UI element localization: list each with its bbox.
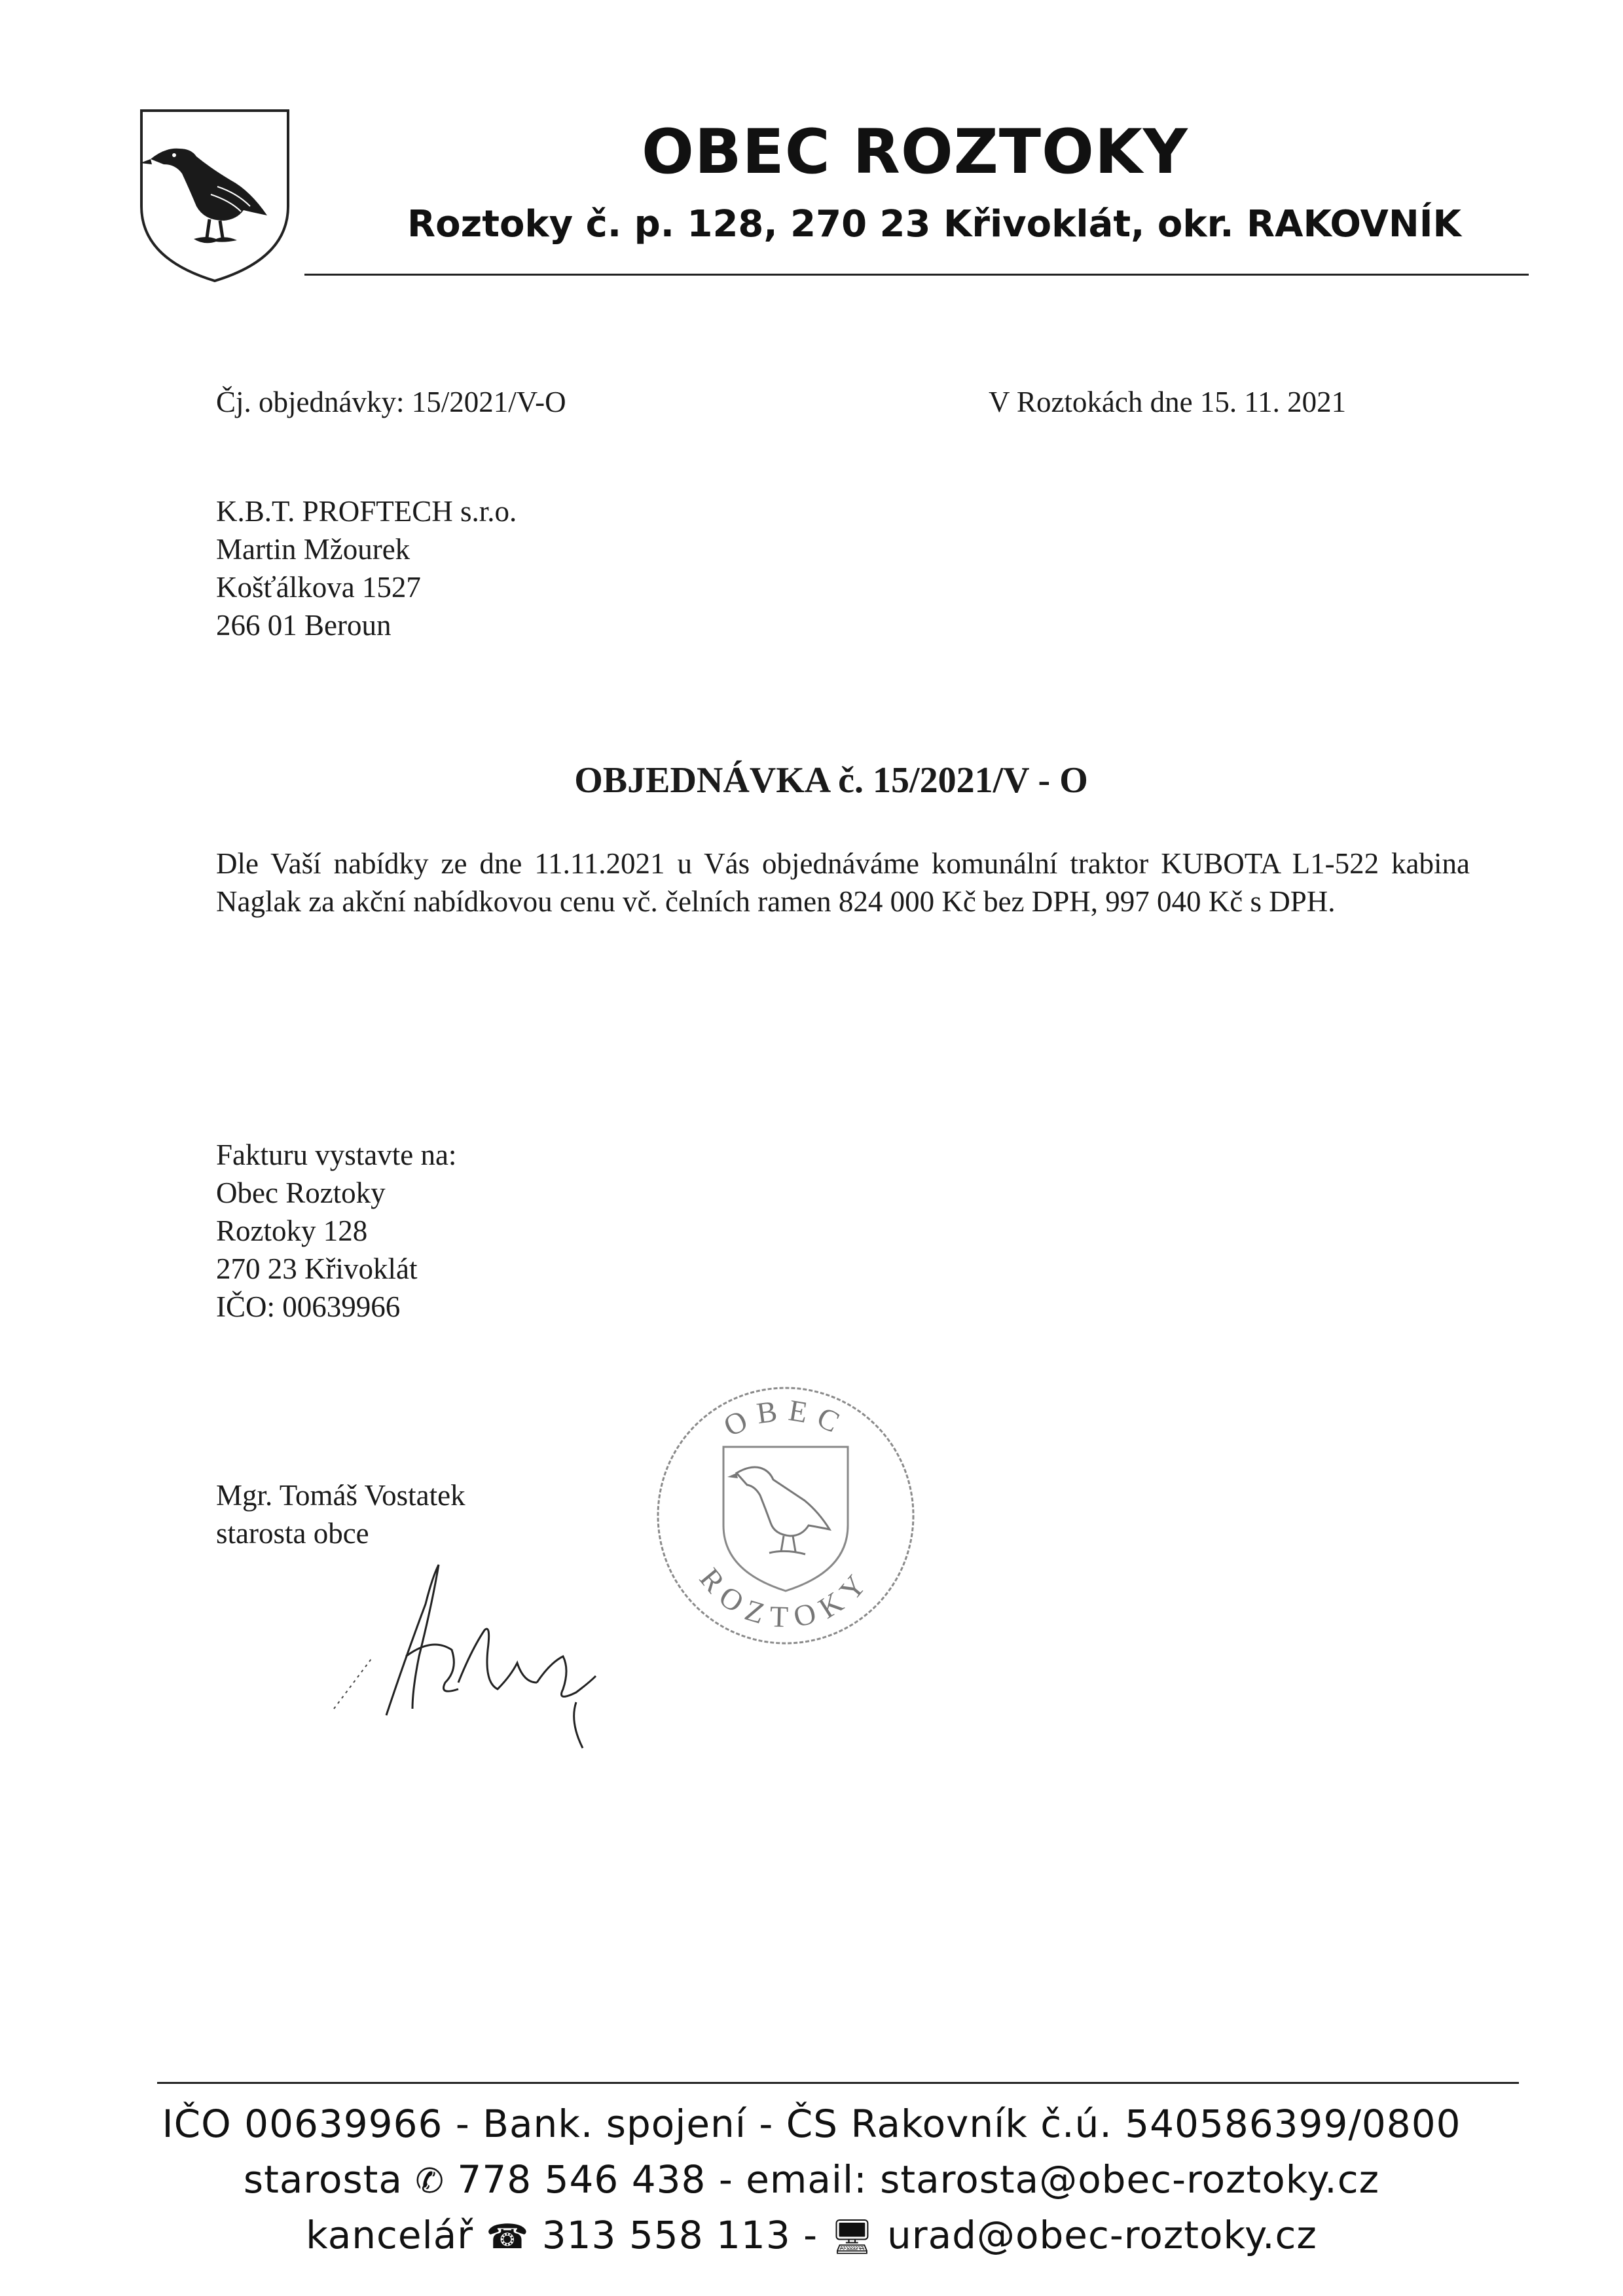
recipient-company: K.B.T. PROFTECH s.r.o. (216, 495, 517, 528)
signatory-role: starosta obce (216, 1517, 369, 1550)
recipient-street: Košťálkova 1527 (216, 571, 421, 604)
raven-icon (140, 149, 267, 243)
footer-office-phone: 313 558 113 - (541, 2213, 818, 2257)
footer-mayor-contact: 778 546 438 - email: starosta@obec-roztoky.cz (457, 2157, 1380, 2202)
stamp-top-text: OBEC (718, 1393, 853, 1444)
order-body (216, 845, 1470, 920)
order-body-text: Dle Vaší nabídky ze dne 11.11.2021 u Vás objednáváme komunální traktor KUBOTA L1-522 kabina Naglak za akční nabídkovou cenu vč. čelních ramen 824 000 Kč bez DPH, 997 040 Kč s DPH. (216, 847, 1470, 918)
recipient-city: 266 01 Beroun (216, 609, 392, 642)
mobile-phone-icon: ✆ (415, 2162, 445, 2201)
telephone-icon: ☎ (486, 2217, 530, 2257)
recipient-contact: Martin Mžourek (216, 533, 410, 566)
order-reference: Čj. objednávky: 15/2021/V-O (216, 386, 566, 418)
footer-office-line (0, 2213, 1623, 2257)
invoice-name: Obec Roztoky (216, 1176, 386, 1209)
footer-office-label: kancelář (306, 2213, 474, 2257)
handwritten-signature (327, 1552, 615, 1768)
footer-mayor-line (0, 2157, 1623, 2202)
invoice-address (216, 1136, 456, 1326)
svg-text:OBEC (718, 1393, 853, 1443)
footer-bank-line: IČO 00639966 - Bank. spojení - ČS Rakovník č.ú. 540586399/0800 (162, 2102, 1461, 2146)
official-stamp (645, 1375, 926, 1656)
header-divider (304, 274, 1529, 276)
recipient-address (216, 492, 517, 644)
invoice-city: 270 23 Křivoklát (216, 1252, 418, 1285)
footer-office-email: urad@obec-roztoky.cz (887, 2213, 1317, 2257)
raven-crest-logo (139, 108, 291, 283)
svg-text:ROZTOKY (693, 1561, 879, 1633)
stamp-raven-icon (727, 1467, 830, 1554)
invoice-street: Roztoky 128 (216, 1214, 368, 1247)
signatory (216, 1476, 465, 1552)
invoice-heading: Fakturu vystavte na: (216, 1139, 457, 1171)
town-name: OBEC ROZTOKY (642, 117, 1188, 188)
invoice-ico: IČO: 00639966 (216, 1290, 401, 1323)
signatory-name: Mgr. Tomáš Vostatek (216, 1479, 465, 1512)
footer-mayor-label: starosta (243, 2157, 403, 2202)
order-title: OBJEDNÁVKA č. 15/2021/V - O (574, 760, 1088, 801)
place-date: V Roztokách dne 15. 11. 2021 (989, 386, 1347, 418)
stamp-bottom-text: ROZTOKY (693, 1561, 879, 1634)
footer-divider (157, 2082, 1519, 2084)
town-address: Roztoky č. p. 128, 270 23 Křivoklát, okr. RAKOVNÍK (407, 203, 1461, 246)
computer-icon: 🖥 (830, 2217, 875, 2257)
